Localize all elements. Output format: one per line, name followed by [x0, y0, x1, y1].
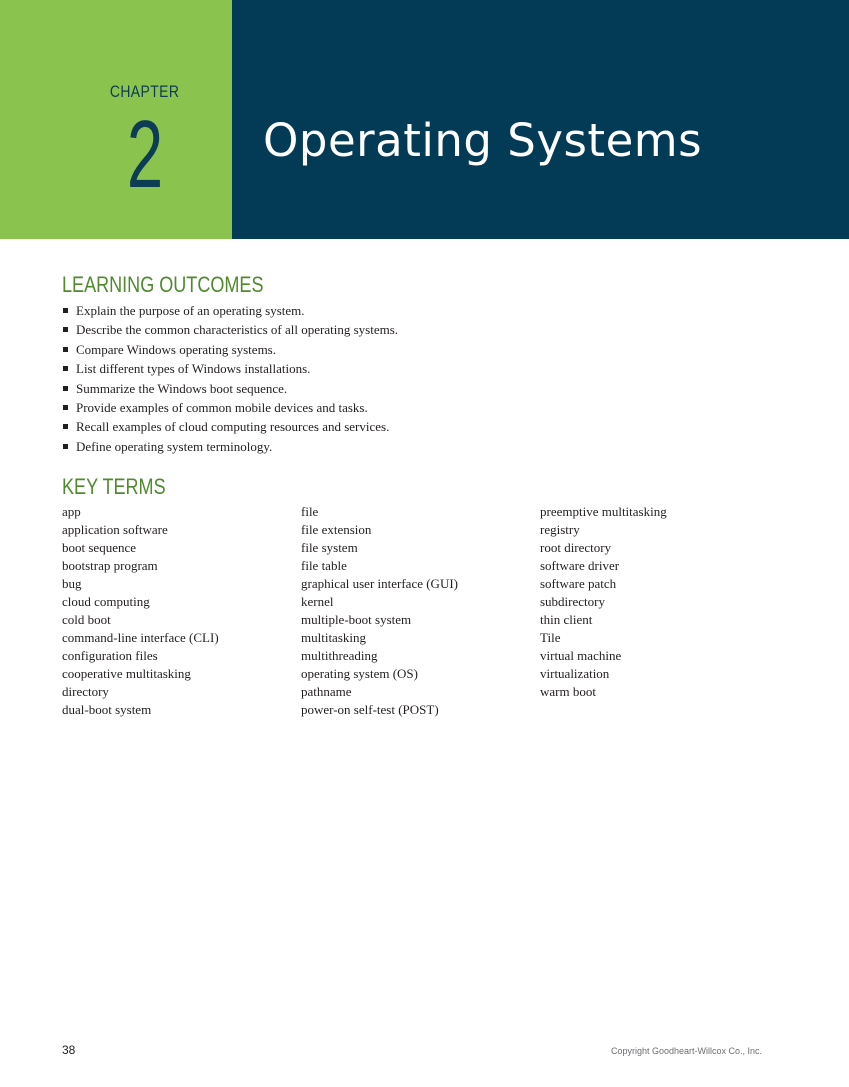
square-bullet-icon [63, 405, 68, 410]
learning-outcome-item [62, 417, 398, 436]
learning-outcome-text: Summarize the Windows boot sequence. [76, 380, 288, 396]
chapter-label: CHAPTER [109, 82, 180, 101]
key-term: warm boot [540, 684, 596, 699]
key-term: kernel [301, 594, 334, 609]
key-term: multiple-boot system [301, 612, 412, 627]
learning-outcome-text: Compare Windows operating systems. [76, 341, 276, 357]
learning-outcome-text: List different types of Windows installations. [76, 361, 311, 377]
learning-outcome-item [62, 340, 398, 359]
key-term: boot sequence [62, 540, 137, 555]
key-term: cold boot [62, 612, 111, 627]
learning-outcome-item [62, 398, 398, 417]
key-terms-column-1 [62, 503, 219, 719]
square-bullet-icon [63, 366, 68, 371]
key-term: virtualization [540, 666, 610, 681]
square-bullet-icon [63, 347, 68, 352]
square-bullet-icon [63, 327, 68, 332]
learning-outcome-text: Define operating system terminology. [76, 438, 273, 454]
key-terms-column-3 [540, 503, 667, 701]
key-term: dual-boot system [62, 702, 152, 717]
key-term: power-on self-test (POST) [301, 702, 439, 717]
square-bullet-icon [63, 308, 68, 313]
key-term: bug [62, 576, 82, 591]
key-term: cooperative multitasking [62, 666, 191, 681]
key-term: file extension [301, 522, 372, 537]
key-terms-column-2 [301, 503, 458, 719]
learning-outcome-text: Describe the common characteristics of all operating systems. [76, 322, 399, 338]
key-term: file table [301, 558, 347, 573]
key-term: subdirectory [540, 594, 605, 609]
chapter-title: Operating Systems [263, 114, 703, 167]
learning-outcome-text: Explain the purpose of an operating system. [76, 303, 305, 318]
key-term: bootstrap program [62, 558, 158, 573]
key-term: command-line interface (CLI) [62, 630, 219, 645]
key-term: virtual machine [540, 648, 622, 663]
page-number: 38 [62, 1043, 76, 1057]
key-term: multithreading [301, 648, 378, 663]
chapter-title-panel [232, 0, 849, 239]
key-term: thin client [540, 612, 593, 627]
learning-outcome-text: Provide examples of common mobile devices and tasks. [76, 400, 368, 416]
learning-outcome-item [62, 379, 398, 398]
key-term: software driver [540, 558, 620, 573]
key-term: directory [62, 684, 109, 699]
key-term: software patch [540, 576, 617, 591]
key-term: file [301, 504, 319, 519]
key-term: cloud computing [62, 594, 150, 609]
key-term: Tile [540, 630, 561, 645]
learning-outcome-item [62, 359, 398, 378]
key-term: operating system (OS) [301, 666, 418, 681]
key-term: preemptive multitasking [540, 504, 667, 519]
learning-outcome-item [62, 320, 398, 339]
key-term: application software [62, 522, 168, 537]
learning-outcome-item [62, 437, 398, 456]
learning-outcomes-list [62, 301, 398, 456]
learning-outcome-item [62, 301, 398, 320]
learning-outcome-text: Recall examples of cloud computing resources and services. [76, 419, 390, 435]
key-term: registry [540, 522, 580, 537]
key-term: graphical user interface (GUI) [301, 576, 458, 591]
chapter-number: 2 [126, 101, 164, 208]
key-term: configuration files [62, 648, 158, 663]
key-term: file system [301, 540, 358, 555]
copyright-notice: Copyright Goodheart-Willcox Co., Inc. [610, 1046, 762, 1056]
key-term: pathname [301, 684, 352, 699]
chapter-header [0, 0, 849, 239]
key-term: multitasking [301, 630, 366, 645]
square-bullet-icon [63, 424, 68, 429]
square-bullet-icon [63, 444, 68, 449]
square-bullet-icon [63, 386, 68, 391]
key-term: app [62, 504, 81, 519]
key-terms-heading: KEY TERMS [62, 474, 166, 499]
key-term: root directory [540, 540, 612, 555]
learning-outcomes-heading: LEARNING OUTCOMES [62, 272, 264, 297]
